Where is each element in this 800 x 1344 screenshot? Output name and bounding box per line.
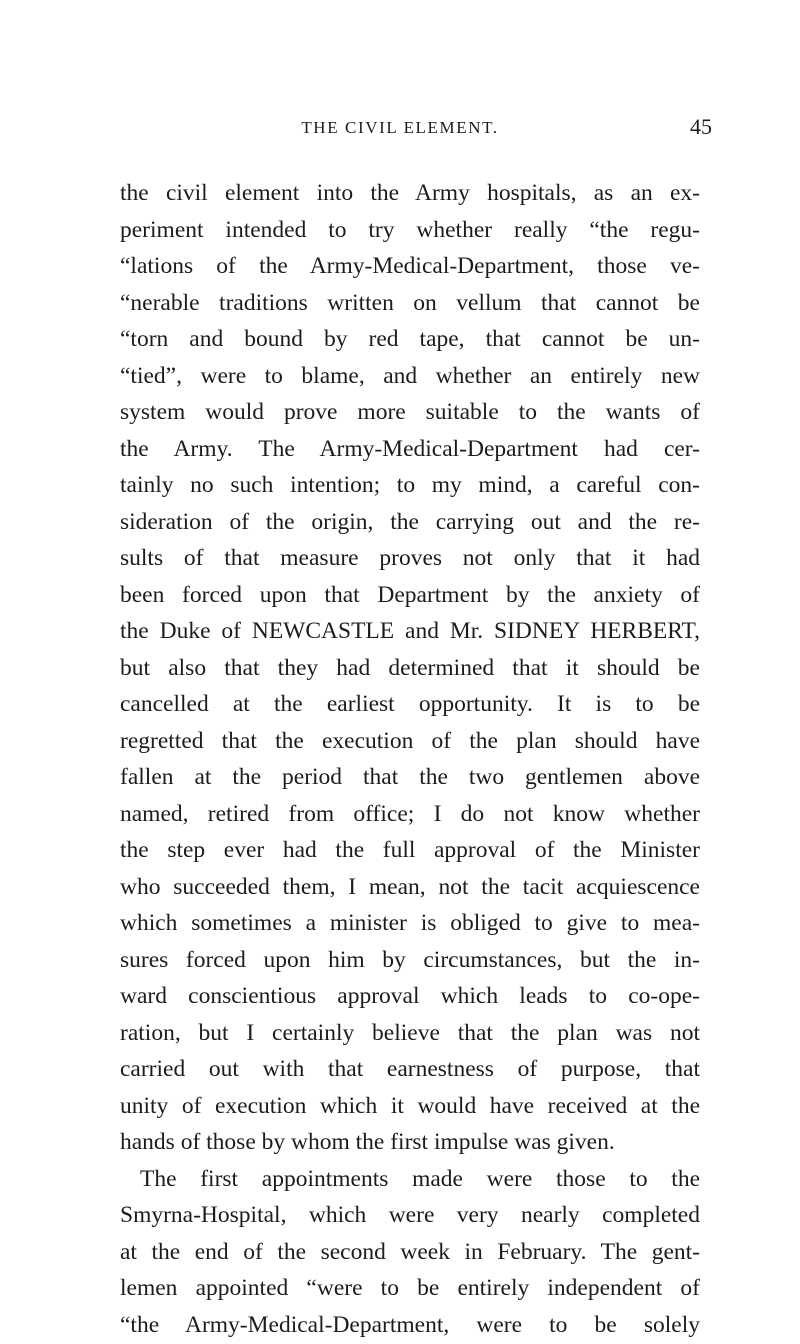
text-line: unity of execution which it would have received at the: [120, 1092, 700, 1119]
text-line: tainly no such intention; to my mind, a careful con-: [120, 472, 700, 498]
text-line: fallen at the period that the two gentlemen above: [120, 764, 700, 790]
text-line: system would prove more suitable to the wants of: [120, 399, 700, 425]
text-line: “the Army-Medical-Department, were to be solely: [120, 1311, 700, 1338]
running-head: [0, 114, 800, 148]
text-line: cancelled at the earliest opportunity. It is to be: [120, 691, 700, 717]
text-line: The first appointments made were those to the: [140, 1165, 700, 1192]
text-line: ration, but I certainly believe that the plan was not: [120, 1019, 700, 1046]
text-line: who succeeded them, I mean, not the tacit acquiescence: [120, 873, 700, 900]
text-line: which sometimes a minister is obliged to give to mea-: [120, 910, 700, 936]
text-line: sults of that measure proves not only that it had: [120, 545, 700, 571]
text-line: carried out with that earnestness of purpose, that: [120, 1056, 700, 1082]
text-line: been forced upon that Department by the anxiety of: [120, 581, 700, 608]
text-line: at the end of the second week in February. The gent-: [120, 1238, 700, 1265]
text-line: sures forced upon him by circumstances, but the in-: [120, 946, 700, 973]
text-line: “torn and bound by red tape, that cannot be un-: [120, 326, 700, 352]
text-line: “lations of the Army-Medical-Department, those ve-: [120, 253, 700, 279]
text-line: lemen appointed “were to be entirely independent of: [120, 1275, 700, 1301]
text-line: “tied”, were to blame, and whether an entirely new: [120, 362, 700, 389]
text-line: regretted that the execution of the plan should have: [120, 727, 700, 754]
text-line: periment intended to try whether really “the regu-: [120, 216, 700, 243]
text-line: “nerable traditions written on vellum that cannot be: [120, 289, 700, 316]
running-title: THE CIVIL ELEMENT.: [301, 118, 499, 137]
body-text: [120, 175, 700, 1343]
text-line: the step ever had the full approval of the Minister: [120, 837, 700, 863]
text-line: hands of those by whom the first impulse was given.: [120, 1129, 615, 1155]
text-line: but also that they had determined that it should be: [120, 654, 700, 681]
text-line: the Duke of NEWCASTLE and Mr. SIDNEY HERBERT,: [120, 618, 700, 644]
text-line: the civil element into the Army hospitals, as an ex-: [120, 180, 700, 206]
text-line: named, retired from office; I do not know whether: [120, 800, 700, 827]
page-number: 45: [690, 114, 712, 139]
text-line: the Army. The Army-Medical-Department had cer-: [120, 435, 700, 462]
text-line: ward conscientious approval which leads to co-ope-: [120, 983, 700, 1009]
text-line: sideration of the origin, the carrying out and the re-: [120, 508, 700, 535]
text-line: Smyrna-Hospital, which were very nearly completed: [120, 1202, 700, 1228]
